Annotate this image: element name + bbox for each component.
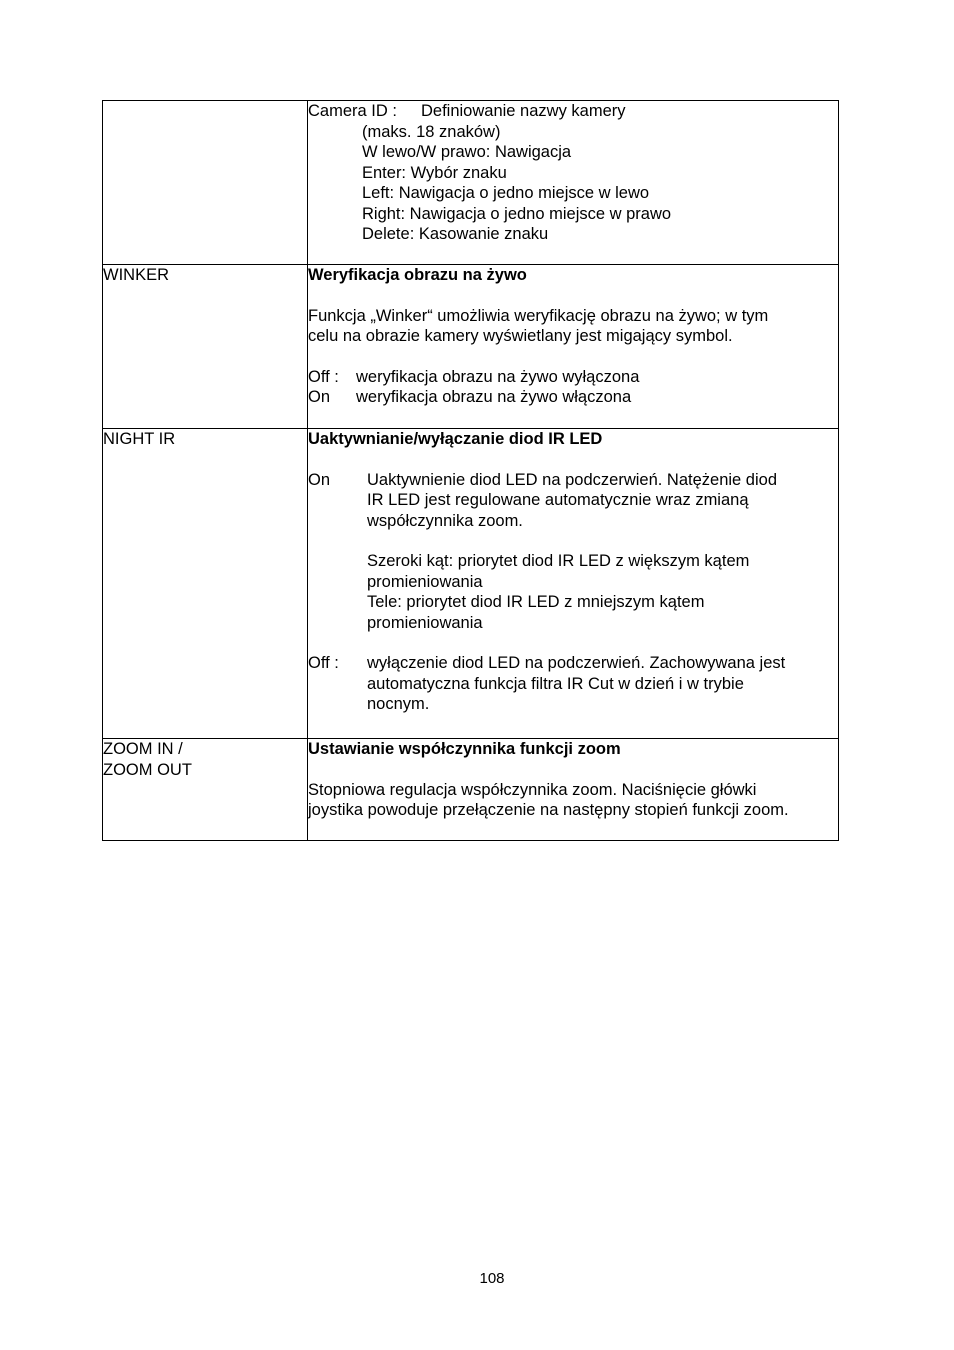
setting-name-cell [103,739,308,841]
setting-name-cell [103,429,308,739]
option-line: wyłączenie diod LED na podczerwień. Zachowywana jest [367,654,786,672]
option-line: nocnym. [367,695,430,713]
setting-description-cell [308,739,839,841]
settings-table [102,100,839,841]
option-line: promieniowania [367,613,483,632]
camera-id-label: Camera ID : [308,102,397,120]
camera-id-line: Enter: Wybór znaku [362,163,507,182]
zoom-description: Stopniowa regulacja współczynnika zoom. Naciśnięcie główki [308,780,757,799]
setting-name-cell [103,265,308,429]
setting-name-zoom-in: ZOOM IN / [103,740,183,758]
table-row-night-ir [103,429,839,739]
option-line: Szeroki kąt: priorytet diod IR LED z większym kątem [367,552,750,570]
table-row-winker [103,265,839,429]
page-number: 108 [479,1270,505,1287]
table-row-zoom [103,739,839,841]
option-key: On [308,388,331,406]
camera-id-title: Definiowanie nazwy kamery [421,102,626,120]
winker-option-on [308,387,838,408]
camera-id-line: Left: Nawigacja o jedno miejsce w lewo [362,184,650,202]
night-ir-heading: Uaktywnianie/wyłączanie diod IR LED [308,430,603,448]
winker-option-off [308,367,838,388]
camera-id-line: W lewo/W prawo: Nawigacja [362,143,572,161]
option-value: weryfikacja obrazu na żywo wyłączona [356,367,640,386]
option-value: weryfikacja obrazu na żywo włączona [356,388,632,406]
winker-heading: Weryfikacja obrazu na żywo [308,266,527,284]
option-line: Tele: priorytet diod IR LED z mniejszym kątem [367,593,705,611]
option-line: Uaktywnienie diod LED na podczerwień. Natężenie diod [367,470,777,489]
setting-name-winker: WINKER [103,266,169,284]
night-ir-option-off [308,653,838,715]
option-line: współczynnika zoom. [367,511,523,530]
option-value [367,653,838,715]
camera-id-first-line [308,101,838,122]
setting-description-cell [308,265,839,429]
night-ir-option-on [308,470,838,634]
zoom-description: joystika powoduje przełączenie na następny stopień funkcji zoom. [308,801,789,819]
option-line: IR LED jest regulowane automatycznie wraz zmianą [367,491,749,509]
option-value [367,470,838,634]
setting-name-cell [103,101,308,265]
option-key: On [308,470,331,489]
winker-description: celu na obrazie kamery wyświetlany jest migający symbol. [308,327,733,345]
option-line: automatyczna funkcja filtra IR Cut w dzień i w trybie [367,674,744,693]
setting-description-cell [308,101,839,265]
setting-name-zoom-out: ZOOM OUT [103,760,192,779]
winker-description: Funkcja „Winker“ umożliwia weryfikację obrazu na żywo; w tym [308,306,769,325]
camera-id-line: Delete: Kasowanie znaku [362,225,549,243]
setting-description-cell [308,429,839,739]
camera-id-line: (maks. 18 znaków) [362,122,501,141]
setting-name-night-ir: NIGHT IR [103,430,176,448]
option-key: Off : [308,367,339,386]
zoom-heading: Ustawianie współczynnika funkcji zoom [308,740,621,758]
option-line: promieniowania [367,572,483,591]
table-row-camera-id [103,101,839,265]
camera-id-line: Right: Nawigacja o jedno miejsce w prawo [362,204,672,223]
option-key: Off : [308,654,339,672]
